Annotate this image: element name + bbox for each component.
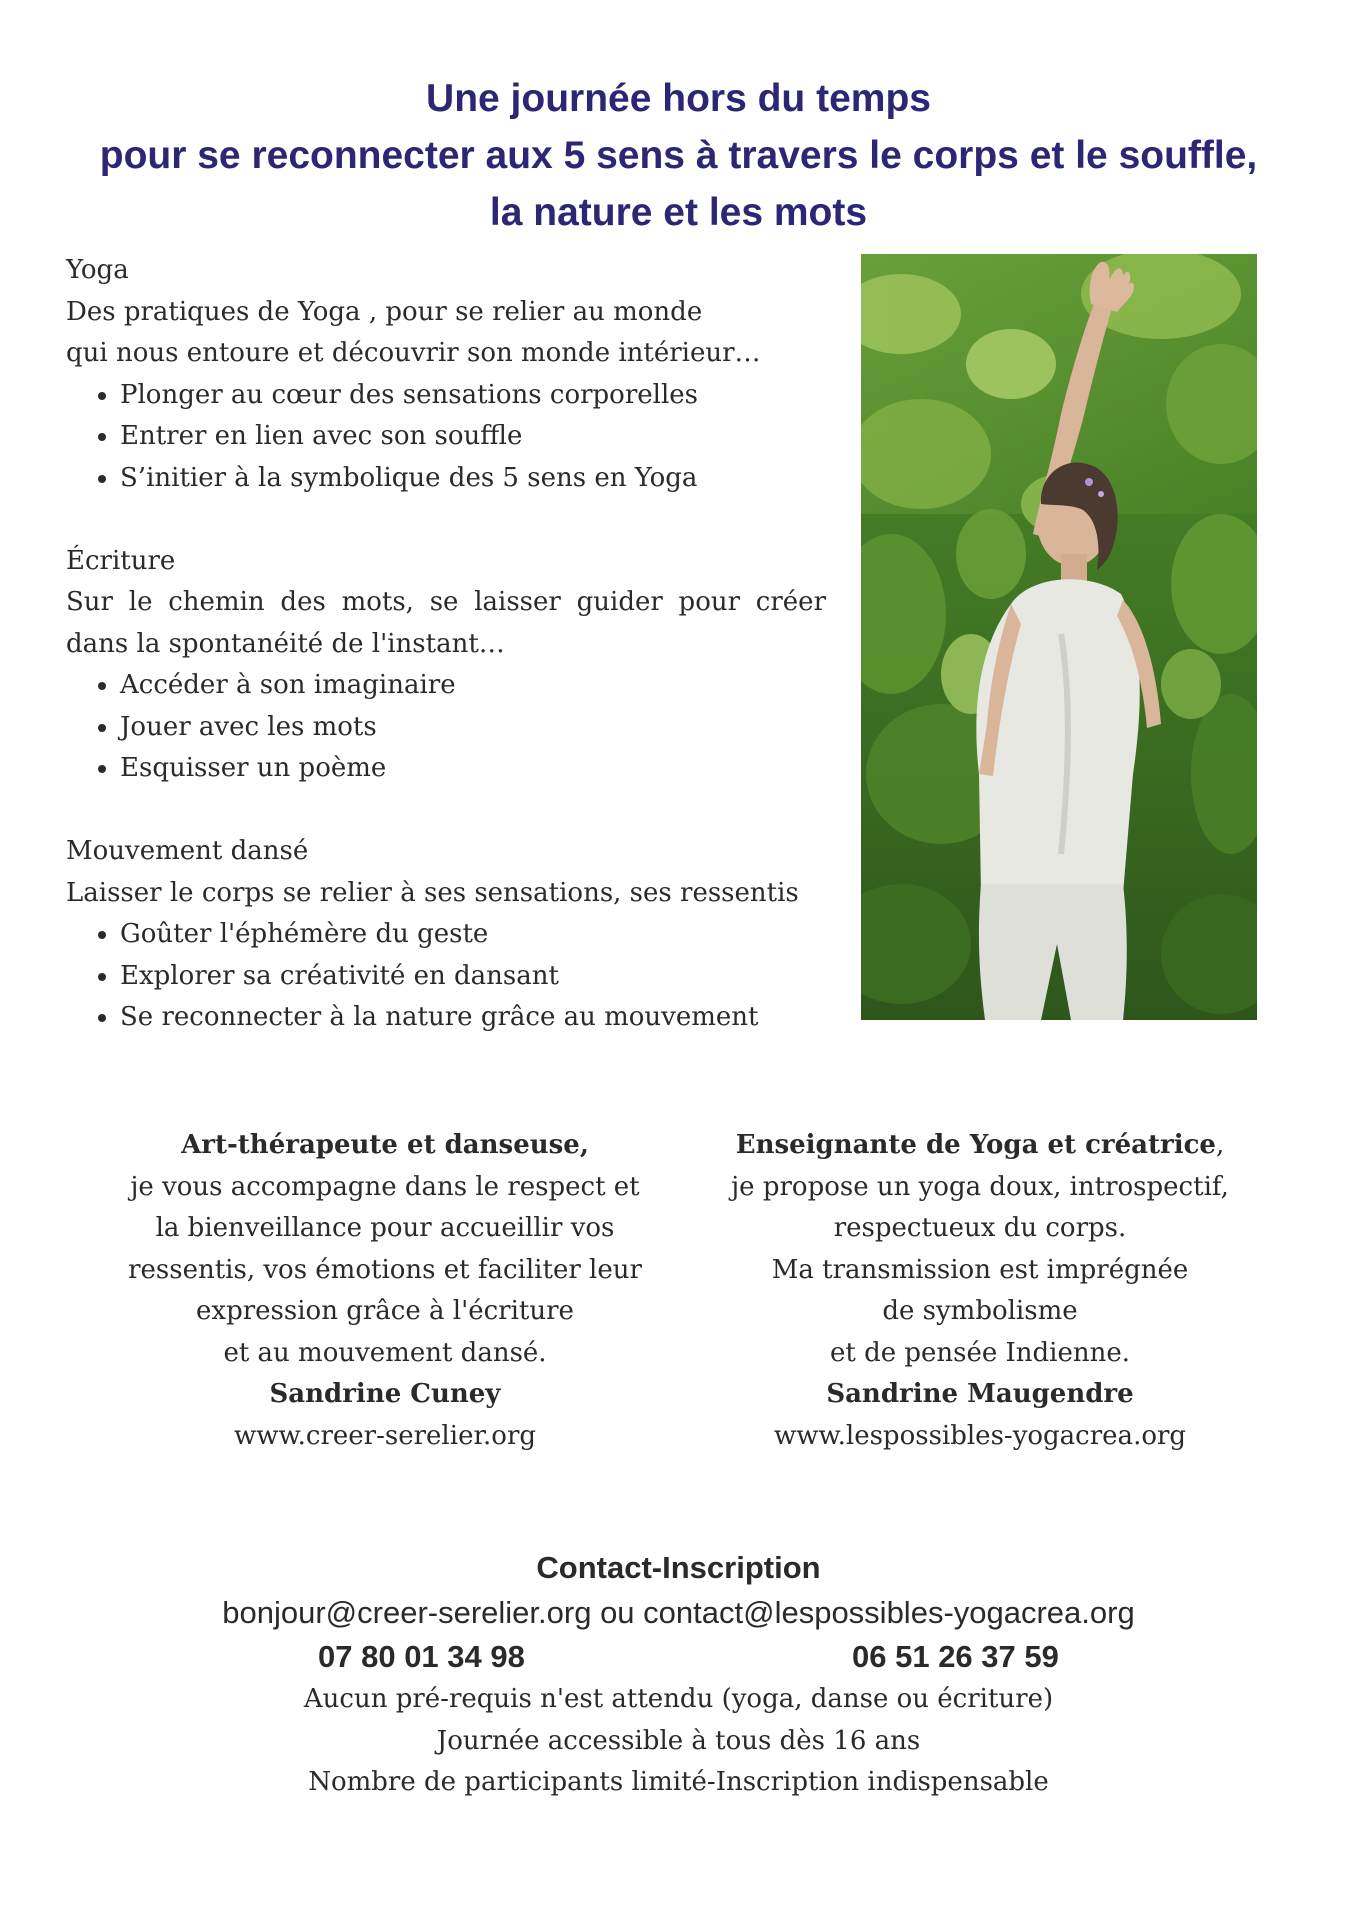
bio-website-link[interactable]: www.lespossibles-yogacrea.org [773,1420,1187,1451]
bio-name: Sandrine Maugendre [826,1379,1134,1409]
page-title [40,70,1317,241]
program-sections [66,250,826,1080]
note-line: Journée accessible à tous dès 16 ans [436,1725,921,1756]
list-item: • Explorer sa créativité en dansant [120,956,826,998]
list-item: • Goûter l'éphémère du geste [120,914,826,956]
section-intro-line: qui nous entoure et découvrir son monde intérieur… [66,338,761,368]
bios [120,1125,1240,1465]
section-intro-line: dans la spontanéité de l'instant… [66,628,505,659]
bio-role: Art-thérapeute et danseuse, [181,1130,589,1160]
section-heading-ecriture: Écriture [66,545,176,576]
section-yoga [66,250,826,499]
bio-sandrine-cuney [100,1125,670,1457]
bio-line: et de pensée Indienne. [829,1337,1131,1368]
section-heading-mouvement: Mouvement dansé [66,836,309,866]
bio-line: je vous accompagne dans le respect et [130,1171,640,1202]
list-item: • Se reconnecter à la nature grâce au mouvement [120,997,826,1039]
section-intro-line: Laisser le corps se relier à ses sensations, ses ressentis [66,877,799,908]
bio-line: ressentis, vos émotions et faciliter leur [128,1254,642,1285]
ecriture-list [66,665,826,790]
section-intro-line: Des pratiques de Yoga , pour se relier au monde [66,296,703,327]
bio-line: la bienveillance pour accueillir vos [155,1213,615,1243]
section-ecriture [66,541,826,790]
note-line: Nombre de participants limité-Inscription indispensable [308,1767,1049,1797]
phone-number[interactable]: 06 51 26 37 59 [852,1639,1059,1674]
contact-title: Contact-Inscription [536,1550,821,1585]
bio-role-suffix: , [1215,1130,1225,1160]
contact-emails[interactable]: bonjour@creer-serelier.org ou contact@lespossibles-yogacrea.org [222,1595,1135,1630]
section-intro-line: Sur le chemin des mots, se laisser guider pour créer [66,587,826,617]
title-line-1: Une journée hors du temps [426,77,931,120]
list-item: • Plonger au cœur des sensations corporelles [120,375,826,417]
bio-line: et au mouvement dansé. [223,1337,547,1368]
list-item: • Accéder à son imaginaire [120,665,826,707]
bio-role: Enseignante de Yoga et créatrice [735,1130,1216,1160]
section-mouvement [66,831,826,1039]
bio-website-link[interactable]: www.creer-serelier.org [233,1420,537,1451]
title-line-3: la nature et les mots [489,191,868,234]
bio-name: Sandrine Cuney [269,1379,501,1409]
phone-number[interactable]: 07 80 01 34 98 [318,1639,525,1674]
title-line-2: pour se reconnecter aux 5 sens à travers le corps et le souffle, [99,134,1258,177]
bio-line: respectueux du corps. [833,1213,1127,1243]
note-line: Aucun pré-requis n'est attendu (yoga, danse ou écriture) [303,1684,1054,1714]
contact-phones [0,1635,1357,1679]
yoga-list [66,375,826,500]
yoga-photo [861,254,1257,1020]
section-heading-yoga: Yoga [66,255,129,285]
bio-line: Ma transmission est imprégnée [771,1254,1189,1285]
mouvement-list [66,914,826,1039]
list-item: • S’initier à la symbolique des 5 sens en Yoga [120,458,826,500]
bio-line: je propose un yoga doux, introspectif, [731,1171,1229,1202]
bio-role-line [700,1125,1260,1167]
bio-line: de symbolisme [882,1296,1078,1326]
contact-notes [0,1679,1357,1804]
yoga-photo-icon [861,254,1257,1020]
contact-section [0,1545,1357,1804]
bio-sandrine-maugendre [700,1125,1260,1457]
bio-line: expression grâce à l'écriture [196,1296,574,1326]
list-item: • Entrer en lien avec son souffle [120,416,826,458]
list-item: • Jouer avec les mots [120,707,826,749]
list-item: • Esquisser un poème [120,748,826,790]
